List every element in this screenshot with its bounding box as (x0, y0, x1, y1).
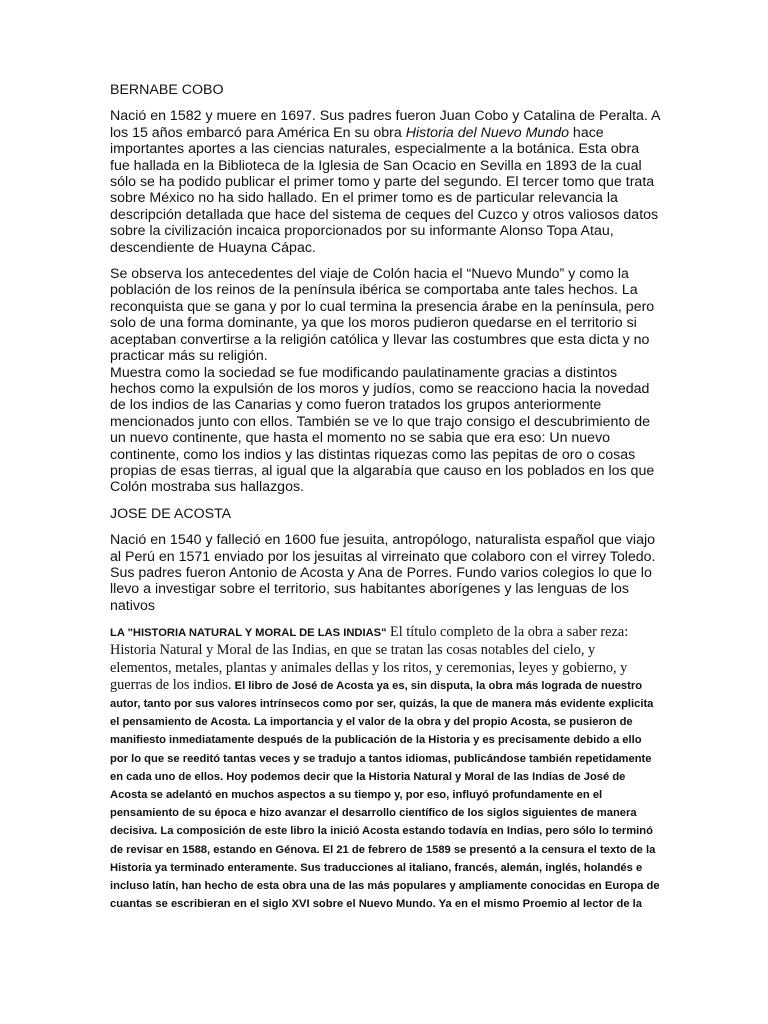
document-page (110, 82, 660, 913)
full-title-text: El título completo de la obra a saber reza: Historia Natural y Moral de las Indias, en que se tratan las cosas notables del cielo, y elementos, metales, plantas y animales dellas y los ritos, y ceremonias, leyes y gobierno, y guerras de los indios. (110, 624, 629, 693)
paragraph-colon-antecedents: Se observa los antecedentes del viaje de Colón hacia el “Nuevo Mundo” y como la población de los reinos de la península ibérica se comportaba ante tales hechos. La reconquista que se gana y por lo cual termina la presencia árabe en la península, pero solo de una forma dominante, ya que los moros pudieron quedarse en el territorio si aceptaban convertirse a la religión católica y llevar las costumbres que esta dicta y no practicar más su religión. (110, 266, 655, 365)
paragraph-historia-natural (110, 624, 660, 913)
book-title-caps: LA "HISTORIA NATURAL Y MORAL DE LAS INDIAS" (110, 627, 387, 640)
book-title-italic: Historia del Nuevo Mundo (405, 124, 569, 141)
section-heading-bernabe-cobo: BERNABE COBO (110, 82, 224, 98)
paragraph-text: hace importantes aportes a las ciencias naturales, especialmente a la botánica. Esta obra fue hallada en la Biblioteca de la Iglesia de San Ocacio en Sevilla en 1893 de la cual sólo se ha podido publicar el primer tomo y parte del segundo. El tercer tomo que trata sobre México no ha sido hallado. En el primer tomo es de particular relevancia la descripción detallada que hace del sistema de ceques del Cuzco y otros valiosos datos sobre la civilización incaica proporcionados por su informante Alonso Topa Atau, descendiente de Huayna Cápac. (110, 124, 659, 256)
paragraph-society-changes: Muestra como la sociedad se fue modificando paulatinamente gracias a distintos hechos como la expulsión de los moros y judíos, como se reacciono hacia la novedad de los indios de las Canarias y como fueron tratados los grupos anteriormente mencionados junto con ellos. También se ve lo que trajo consigo el descubrimiento de un nuevo continente, que hasta el momento no se sabia que era eso: Un nuevo continente, como los indios y las distintas riquezas como las pepitas de oro o cosas propias de esas tierras, al igual que la algarabía que causo en los poblados en los que Colón mostraba sus hallazgos. (110, 364, 655, 496)
section-heading-jose-de-acosta: JOSE DE ACOSTA (110, 505, 232, 522)
paragraph-text: Nació en 1582 y muere en 1697. Sus padres fueron Juan Cobo y Catalina de Peralta. A los 15 años embarcó para América En su obra (110, 108, 660, 141)
paragraph-acosta-biography: Nació en 1540 y falleció en 1600 fue jesuita, antropólogo, naturalista español que viajo al Perú en 1571 enviado por los jesuitas al virreinato que colaboro con el virrey Toledo. Sus padres fueron Antonio de Acosta y Ana de Porres. Fundo varios colegios lo que lo llevo a investigar sobre el territorio, sus habitantes aborígenes y las lenguas de los nativos (110, 532, 656, 614)
paragraph-cobo-biography (110, 108, 660, 256)
paragraph-text: El libro de José de Acosta ya es, sin disputa, la obra más lograda de nuestro autor, tanto por sus valores intrínsecos como por ser, quizás, la que de manera más evidente explicita el pensamiento de Acosta. La importancia y el valor de la obra y del propio Acosta, se pusieron de manifiesto inmediatamente después de la publicación de la Historia y es precisamente debido a ello por lo que se reeditó tantas veces y se tradujo a tantos idiomas, publicándose también repetidamente en cada uno de ellos. Hoy podemos decir que la Historia Natural y Moral de las Indias de José de Acosta se adelantó en muchos aspectos a su tiempo y, por eso, influyó profundamente en el pensamiento de su época e hizo avanzar el desarrollo científico de los siglos siguientes de manera decisiva. La composición de este libro la inició Acosta estando todavía en Indias, pero sólo lo terminó de revisar en 1588, estando en Génova. El 21 de febrero de 1589 se presentó a la censura el texto de la Historia ya terminado enteramente. Sus traducciones al italiano, francés, alemán, inglés, holandés e incluso latín, han hecho de esta obra una de las más populares y ampliamente conocidas en Europa de cuantas se escribieran en el siglo XVI sobre el Nuevo Mundo. Ya en el mismo Proemio al lector de la (110, 679, 660, 911)
